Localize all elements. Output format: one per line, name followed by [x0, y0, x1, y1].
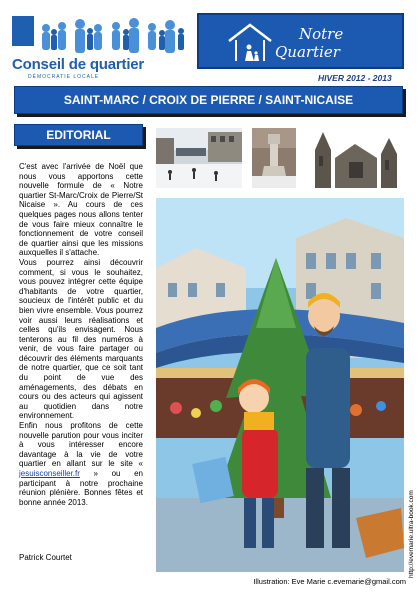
editorial-paragraph-3-end: » ou en participant à notre prochaine réunion plénière. Bonnes fêtes et bonne année 2013.: [19, 469, 143, 507]
monument-photo: [252, 128, 296, 188]
editorial-paragraph-2: Vous pourrez ainsi découvrir comment, si vous le souhaitez, vous pouvez intégrer cette équipe d'habitants de votre quartier, soucieux de l'intérêt public et du bien vivre ensemble. Vous pourrez voir aussi leurs réalisations et celles qu'ils envisagent. Nous tenterons au fil des numéros à venir, de vous faire partager ou découvrir des éléments marquants de notre quartier, que ce soit tant du point de vue des aménagements, des débats en cours ou des acteurs qui agissent au quotidien dans notre environnement.: [19, 257, 143, 421]
magazine-title-line1: Notre: [299, 25, 344, 43]
church-photo: [305, 128, 403, 188]
editorial-paragraph-3-start: Enfin nous profitons de cette nouvelle parution pour vous inciter à vous intéresser encore davantage à la vie de votre quartier en allant sur le site «: [19, 421, 143, 469]
illustrator-website-credit: [402, 470, 416, 580]
issue-season: HIVER 2012 - 2013: [318, 73, 392, 83]
neighborhood-title: SAINT-MARC / CROIX DE PIERRE / SAINT-NICAISE: [63, 93, 354, 107]
neighborhood-banner: [14, 86, 403, 114]
notre-quartier-masthead: [197, 13, 404, 69]
house-icon: [227, 21, 273, 63]
people-silhouettes-icon: [38, 14, 188, 56]
editorial-text: [19, 162, 143, 507]
jesuisconseiller-link[interactable]: jesuisconseiller.fr: [19, 469, 80, 478]
logo-brand-name: Conseil de quartier: [12, 56, 145, 73]
christmas-illustration: [156, 198, 404, 572]
magazine-title-line2: Quartier: [275, 43, 340, 61]
editorial-paragraph-1: C'est avec l'arrivée de Noël que nous vous apportons cette nouvelle formule de « Notre quartier St-Marc/Croix de Pierre/St Nicaise ». Au cours de ces quelques pages nous allons tenter de vous faire mieux connaître le fonctionnement de votre conseil de quartier ainsi que les missions auxquelles il s'attache.: [19, 162, 143, 258]
conseil-de-quartier-logo: [10, 12, 188, 80]
editorial-paragraph-3: [19, 421, 143, 507]
city-badge-icon: [12, 16, 34, 46]
market-square-photo: [156, 128, 242, 188]
editorial-heading: EDITORIAL: [46, 128, 111, 142]
illustration-credit: Illustration: Eve Marie c.evemarie@gmail.com: [253, 577, 406, 586]
logo-tagline: DÉMOCRATIE LOCALE: [28, 74, 100, 80]
illustrator-website[interactable]: http://evemarie.ultra-book.com: [408, 490, 415, 578]
editorial-heading-box: [14, 124, 143, 146]
editorial-signature: Patrick Courtet: [19, 553, 72, 562]
